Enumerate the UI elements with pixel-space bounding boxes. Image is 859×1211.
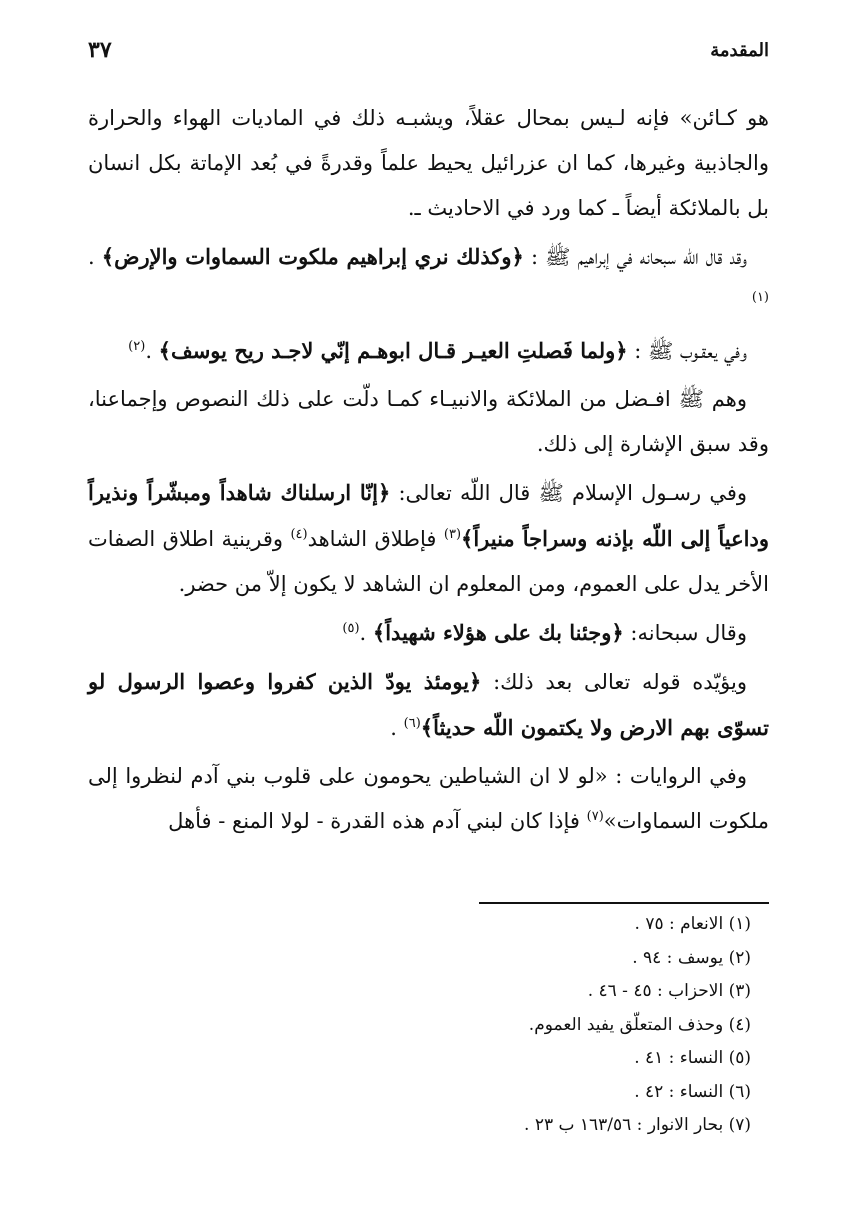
paragraph-7-end: .	[390, 716, 404, 740]
quran-quote-5: ﴿يومئذ يودّ الذين كفروا وعصوا الرسول لو تسوّى بهم الارض ولا يكتمون اللّه حديثاً﴾	[88, 669, 769, 740]
paragraph-2-intro: وقد قال اللّه سبحانه في إبراهيم ﷺ :	[523, 245, 747, 269]
footnote-item: (٤) وحذف المتعلّق يفيد العموم.	[528, 1014, 751, 1035]
footnote-item: (٣) الاحزاب : ٤٥ - ٤٦ .	[587, 981, 751, 1001]
footnote-item: (٦) النساء : ٤٢ .	[634, 1081, 751, 1102]
paragraph-5-intro: وفي رسـول الإسلام ﷺ قال اللّه تعالى:	[390, 481, 748, 505]
running-title: المقدمة	[710, 39, 769, 61]
footnote-item: (٢) يوسف : ٩٤ .	[632, 947, 751, 968]
footnote-item: (٥) النساء : ٤١ .	[634, 1048, 751, 1068]
quran-quote-2: ﴿ولما فَصلتِ العيـر قـال ابوهـم إنّي لاجـد ريح يوسف﴾	[158, 338, 628, 363]
paragraph-8	[88, 754, 769, 844]
paragraph-1: هو كـائن» فإنه لـيس بمحال عقلاً، ويشبـه ذلك في الماديات الهواء والحرارة والجاذبية وغيرها، كما ان عزرائيل يحيط علماً وقدرةً في بُعد الإماتة بكل انسان بل بالملائكة أيضاً ـ كما ورد في الاحاديث ـ.	[88, 106, 769, 220]
paragraph-6-intro: وقال سبحانه:	[623, 621, 747, 645]
quran-quote-4: ﴿وجئنا بك على هؤلاء شهيداً﴾	[372, 620, 624, 645]
quran-quote-3: ﴿إنّا ارسلناك شاهداً ومبشّراً ونذيراً وداعياً إلى اللّه بإذنه وسراجاً منيراً﴾	[88, 480, 769, 551]
paragraph-7-intro: ويؤيّده قوله تعالى بعد ذلك:	[481, 670, 747, 694]
footnote-ref-5: (٥)	[342, 621, 360, 636]
paragraph-6-end: .	[359, 621, 373, 645]
paragraph-2-end: .	[88, 245, 102, 269]
paragraph-5	[88, 470, 769, 607]
footnote-ref-3: (٣)	[443, 527, 462, 542]
footnote-separator	[479, 902, 769, 904]
paragraph-7	[88, 659, 769, 751]
footnote-ref-1: (١)	[751, 290, 769, 305]
paragraph-8-intro: وفي الروايات : «لو لا ان الشياطين يحومون على قلوب بني آدم لنظروا إلى ملكوت السماوات»	[88, 764, 769, 833]
paragraph-3-intro: وفي يعقـوب ﷺ :	[627, 339, 747, 363]
paragraph-6	[88, 610, 769, 656]
footnote-ref-6: (٦)	[403, 716, 421, 731]
page-number: ٣٧	[88, 37, 112, 63]
paragraph-5-end: وقرينية اطلاق الصفات الأخر يدل على العموم، ومن المعلوم ان الشاهد لا يكون إلاّ من حضر.	[88, 527, 769, 596]
paragraph-2	[88, 234, 769, 325]
paragraph-3-end: .	[145, 339, 159, 363]
quran-quote-1: ﴿وكذلك نري إبراهيم ملكوت السماوات والإرض﴾	[101, 244, 524, 269]
footnote-ref-2: (٢)	[128, 339, 146, 354]
main-text	[88, 96, 769, 847]
paragraph-4: وهم ﷺ افـضل من الملائكة والانبيـاء كمـا دلّت على ذلك النصوص وإجماعنا، وقد سبق الإشارة إلى ذلك.	[88, 387, 769, 456]
footnote-item: (٧) بحار الانوار : ١٦٣/٥٦ ب ٢٣ .	[524, 1115, 751, 1135]
paragraph-5-middle: فإطلاق الشاهد	[307, 527, 444, 551]
footnotes-list	[231, 908, 751, 1143]
page-header	[88, 30, 769, 70]
paragraph-8-end: فإذا كان لبني آدم هذه القدرة - لولا المنع - فأهل	[168, 809, 587, 833]
footnote-ref-7: (٧)	[586, 809, 604, 824]
footnote-ref-4: (٤)	[290, 527, 308, 542]
paragraph-3	[88, 328, 769, 374]
footnote-item: (١) الانعام : ٧٥ .	[634, 914, 751, 934]
